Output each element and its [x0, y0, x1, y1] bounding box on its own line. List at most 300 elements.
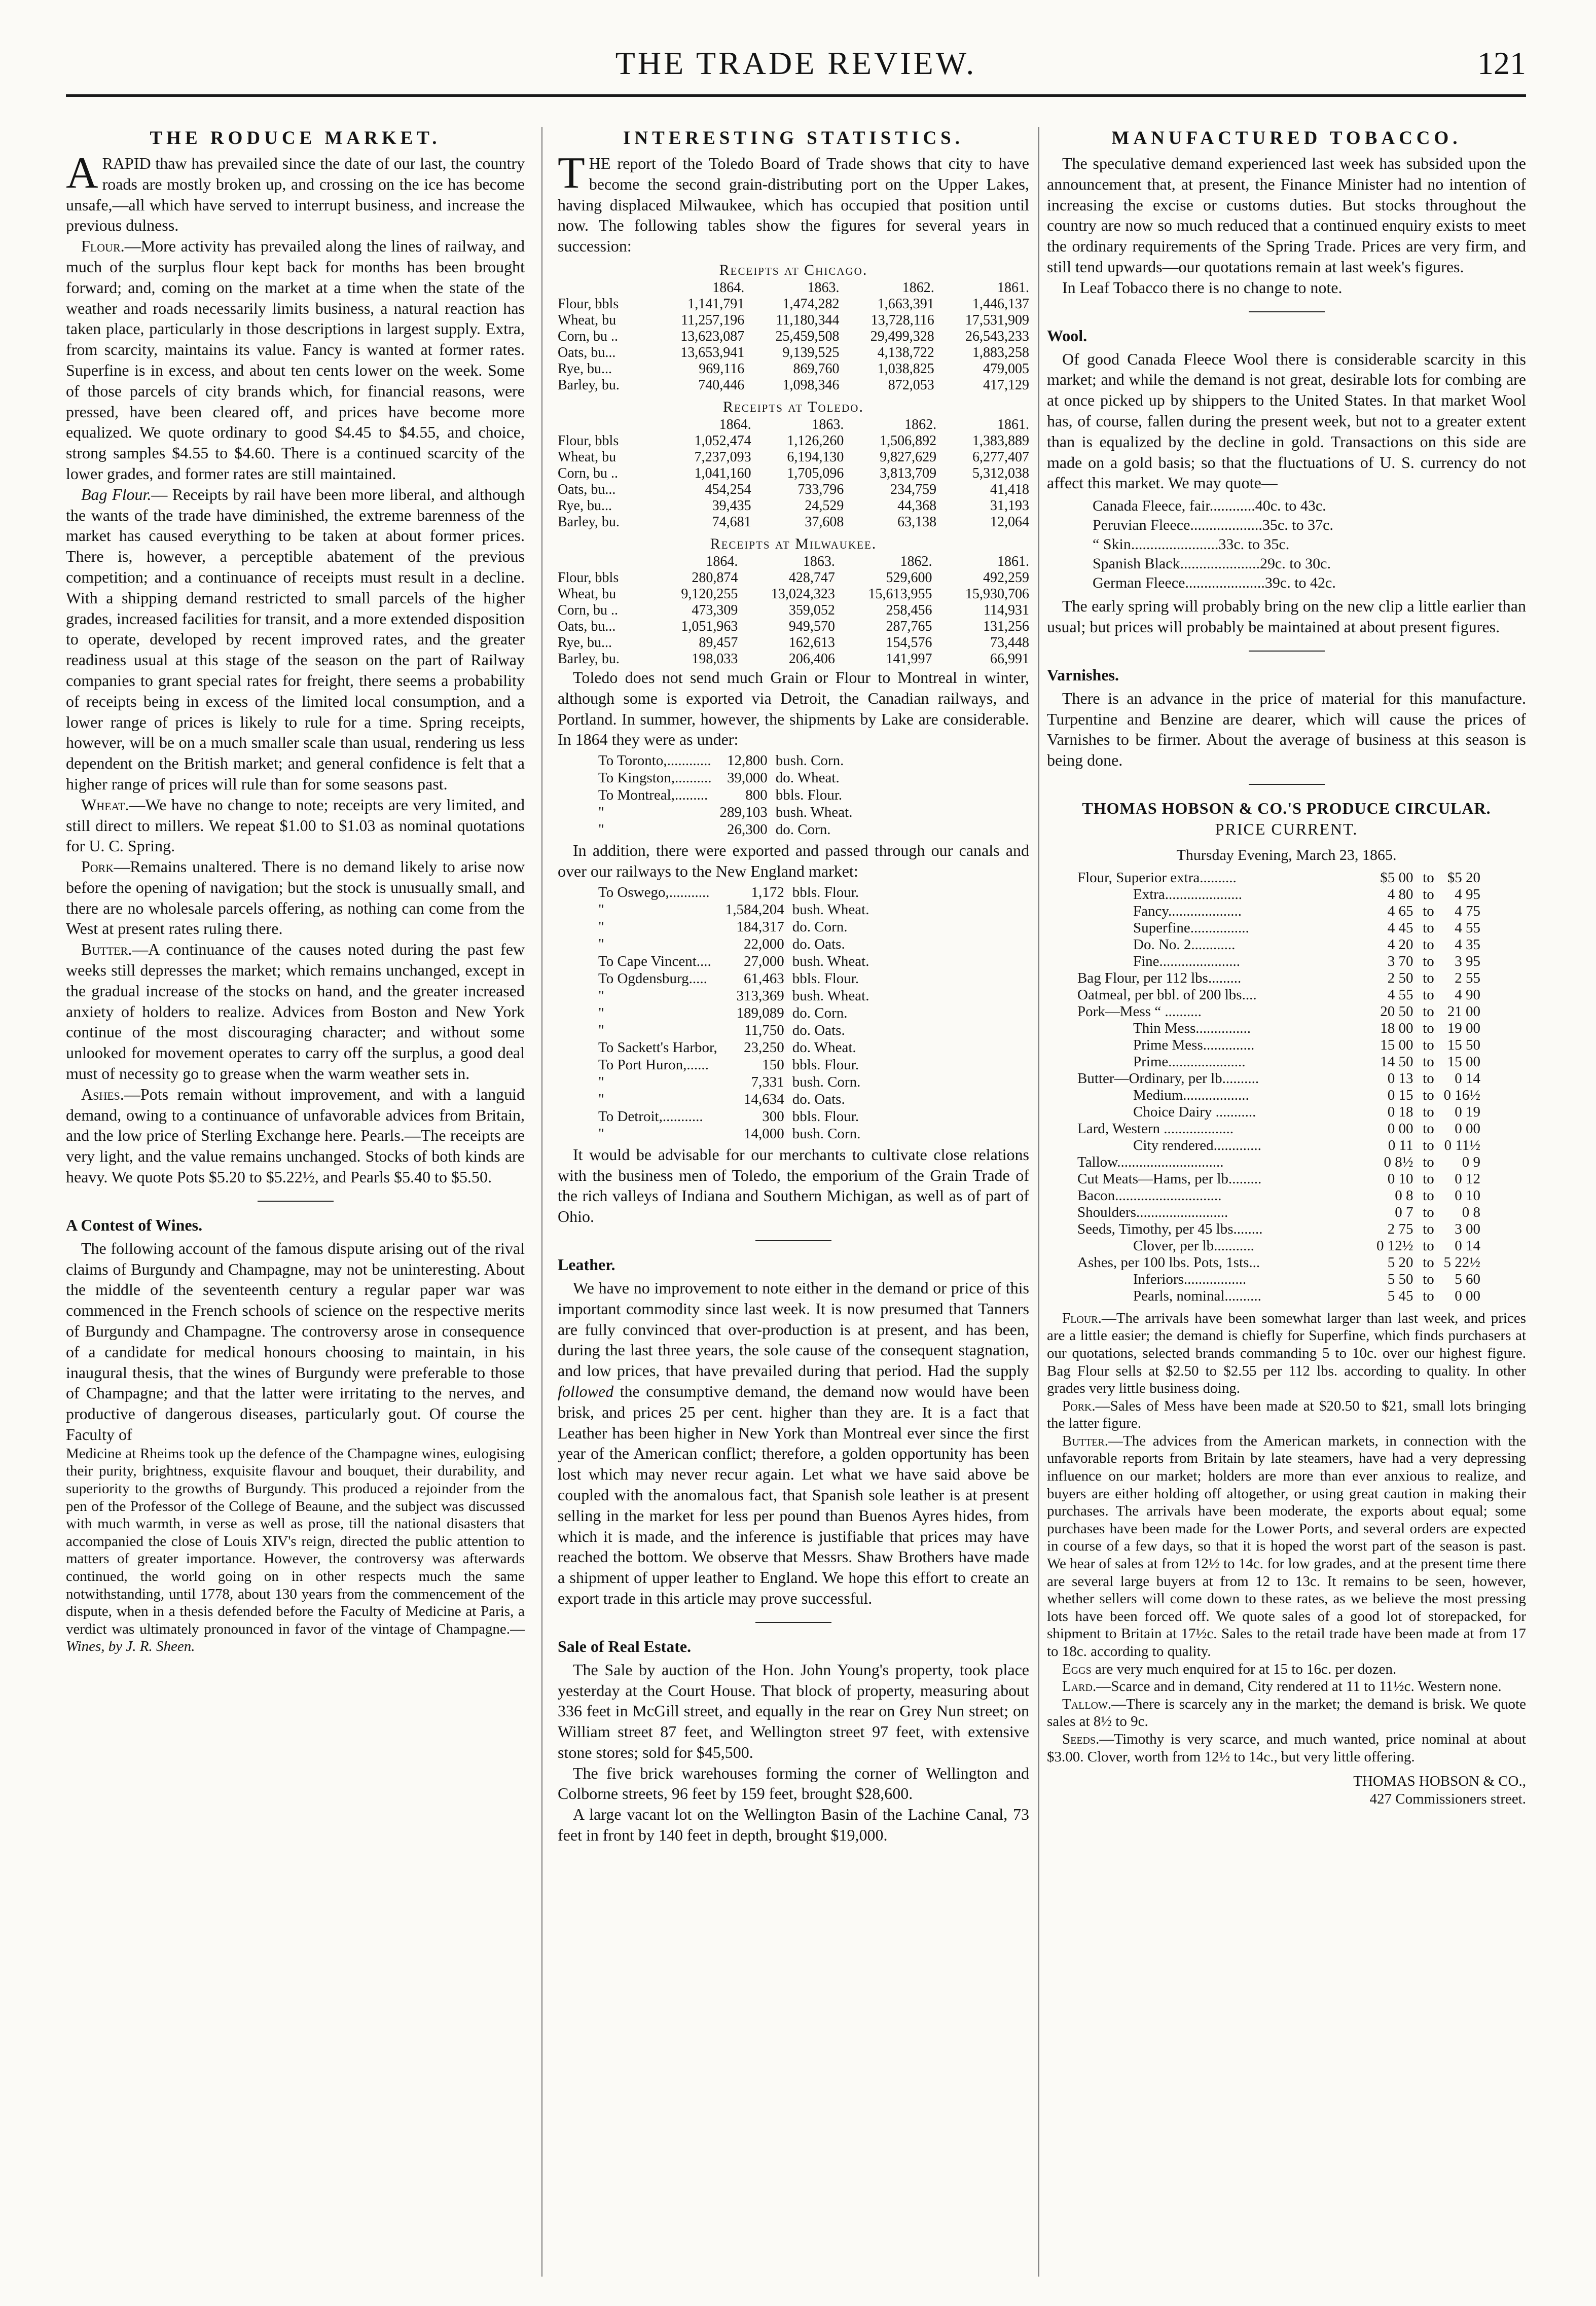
price-to: 21 00	[1447, 1003, 1480, 1020]
year-cell: 1864.	[706, 553, 738, 569]
price-from: 0 8	[1395, 1187, 1413, 1204]
circular-notes	[1047, 1310, 1526, 1808]
drop-cap: A	[66, 149, 98, 198]
value-cell: 63,138	[897, 514, 937, 530]
paragraph-text: the consumptive demand, the demand now would have been brisk, and prices 25 per cent. higher than they are. It is a fact that Leather has been higher in New York than Montreal ever since the first year of the American conflict; therefore, a golden opportunity has been lost which may never recur again. Let what we have said above be coupled with the anomalous fact, that Spanish sole leather is at present selling in the market for less per pound than Buenos Ayres hides, from which it is made, and the inference is justifiable that prices may have reached the bottom. We observe that Messrs. Shaw Brothers have made a shipment of upper leather to England. We hope this effort to create an export trade in this article may prove successful.	[558, 1382, 1029, 1607]
value-cell: 1,506,892	[880, 433, 937, 449]
shipment-destination: "	[598, 1004, 604, 1021]
value-cell: 280,874	[692, 569, 738, 586]
price-to: $5 20	[1447, 869, 1480, 886]
value-cell: 1,038,825	[877, 361, 934, 377]
column-3	[1047, 127, 1526, 2277]
italic-word: followed	[558, 1382, 614, 1400]
row-label: Corn, bu ..	[558, 602, 618, 618]
section-rule	[258, 1201, 334, 1202]
table-row	[558, 361, 1029, 377]
price-from: 0 12½	[1376, 1237, 1413, 1254]
c-pork	[1047, 1397, 1526, 1432]
price-label: Bacon.............................	[1077, 1187, 1222, 1204]
value-cell: 13,623,087	[680, 328, 745, 344]
price-label: Pearls, nominal..........	[1133, 1287, 1261, 1304]
shipment-description: bush. Wheat.	[792, 901, 869, 918]
price-from: 5 45	[1387, 1287, 1413, 1304]
value-cell: 1,126,260	[787, 433, 844, 449]
price-from: 20 50	[1380, 1003, 1413, 1020]
price-to: 3 95	[1455, 953, 1480, 969]
run-in-head: Butter.	[1062, 1432, 1109, 1449]
paragraph-text: —Timothy is very scarce, and much wanted, price nominal at about $3.00. Clover, worth from 12½ to 14c., but very little offering.	[1047, 1731, 1526, 1765]
price-row	[1077, 1070, 1480, 1087]
value-cell: 1,052,474	[694, 433, 751, 449]
receipts-tables	[558, 261, 1029, 667]
value-cell: 258,456	[886, 602, 932, 618]
year-row	[558, 280, 1029, 296]
shipment-destination: "	[598, 918, 604, 935]
price-from: 4 65	[1387, 903, 1413, 919]
run-in-head: Pork	[81, 857, 114, 876]
price-from: 2 75	[1387, 1220, 1413, 1237]
section-rule	[755, 1240, 831, 1241]
value-cell: 131,256	[983, 618, 1029, 634]
row-label-blank	[558, 554, 651, 570]
price-label: Oatmeal, per bbl. of 200 lbs....	[1077, 986, 1257, 1003]
shipment-quantity: 14,634	[744, 1091, 784, 1107]
price-from: 0 8½	[1384, 1154, 1413, 1170]
tobacco-paragraph-2: In Leaf Tobacco there is no change to note.	[1062, 278, 1343, 297]
wines-credit: Wines, by J. R. Sheen.	[66, 1638, 195, 1655]
value-cell: 39,435	[712, 497, 751, 514]
value-cell: 1,663,391	[877, 296, 934, 312]
value-cell: 1,141,791	[687, 296, 745, 312]
price-row	[1077, 1221, 1480, 1238]
price-to: 0 11½	[1444, 1137, 1480, 1154]
shipment-row	[598, 901, 877, 918]
row-label: Oats, bu...	[558, 344, 616, 361]
price-from: 0 10	[1387, 1170, 1413, 1187]
table-row	[558, 651, 1029, 667]
price-row	[1077, 1137, 1480, 1154]
value-cell: 359,052	[788, 602, 835, 618]
paragraph-text: —Scarce and in demand, City rendered at 11 to 11½c. Western none.	[1096, 1678, 1502, 1695]
price-from: 3 70	[1387, 953, 1413, 969]
shipment-destination: To Cape Vincent....	[598, 953, 711, 969]
price-to: 0 16½	[1443, 1087, 1480, 1103]
value-cell: 473,309	[692, 602, 738, 618]
drop-cap: T	[558, 149, 585, 198]
run-in-head: Flour.	[81, 237, 125, 256]
value-cell: 114,931	[984, 602, 1029, 618]
price-to-word: to	[1423, 986, 1434, 1003]
shipment-row	[598, 1073, 877, 1091]
price-to: 5 22½	[1443, 1254, 1480, 1271]
shipments-table-1	[598, 752, 860, 838]
value-cell: 454,254	[705, 481, 751, 497]
year-cell: 1864.	[712, 279, 745, 296]
price-to: 0 00	[1455, 1120, 1480, 1137]
run-in-head: Wheat.	[81, 795, 129, 814]
value-cell: 529,600	[886, 569, 932, 586]
wheat-paragraph	[66, 795, 525, 856]
price-from: 15 00	[1380, 1036, 1413, 1053]
wool-paragraph-2: The early spring will probably bring on the new clip a little earlier than usual; but prices will probably be maintained at about present figures.	[1047, 597, 1526, 636]
shipment-quantity: 189,089	[736, 1004, 784, 1021]
value-cell: 969,116	[699, 361, 745, 377]
price-row	[1077, 1288, 1480, 1305]
table-row	[558, 602, 1029, 619]
price-to: 0 8	[1462, 1204, 1480, 1220]
price-from: 18 00	[1380, 1020, 1413, 1036]
shipment-row	[598, 1108, 877, 1125]
price-to-word: to	[1423, 1237, 1434, 1254]
row-label: Wheat, bu	[558, 586, 616, 602]
row-label-blank	[558, 280, 649, 296]
price-to: 19 00	[1447, 1020, 1480, 1036]
price-to: 4 35	[1455, 936, 1480, 953]
masthead	[66, 41, 1526, 96]
value-cell: 15,930,706	[965, 586, 1029, 602]
shipment-quantity: 1,172	[751, 884, 784, 900]
shipment-destination: To Kingston,..........	[598, 770, 712, 786]
value-cell: 1,474,282	[782, 296, 840, 312]
value-cell: 1,883,258	[972, 344, 1029, 361]
price-current-table	[1077, 870, 1480, 1305]
shipment-destination: "	[598, 1073, 604, 1090]
paragraph-text: HE report of the Toledo Board of Trade shows that city to have become the second grain-distributing port on the Upper Lakes, having displaced Milwaukee, which has occupied that position until now. The following tables show the figures for several years in succession:	[558, 154, 1029, 256]
run-in-head: Ashes.	[81, 1085, 124, 1103]
advisable-paragraph: It would be advisable for our merchants to cultivate close relations with the business men of Toledo, the emporium of the Grain Trade of the rich valleys of Indiana and Southern Michigan, as well as of part of Ohio.	[558, 1145, 1029, 1226]
value-cell: 872,053	[888, 377, 934, 393]
price-to: 3 00	[1455, 1220, 1480, 1237]
price-row	[1077, 970, 1480, 987]
shipment-description: bush. Corn.	[792, 1125, 861, 1142]
table-row	[558, 498, 1029, 514]
year-cell: 1862.	[902, 279, 934, 296]
value-cell: 13,653,941	[680, 344, 745, 361]
wool-quotes	[1093, 496, 1526, 593]
run-in-head: Lard.	[1062, 1678, 1097, 1695]
value-cell: 3,813,709	[880, 465, 937, 481]
row-label: Rye, bu...	[558, 361, 612, 377]
value-cell: 29,499,328	[870, 328, 934, 344]
value-cell: 74,681	[712, 514, 751, 530]
price-to-word: to	[1423, 1053, 1434, 1070]
c-eggs	[1047, 1661, 1526, 1678]
price-label: Do. No. 2............	[1133, 936, 1236, 953]
price-to-word: to	[1423, 969, 1434, 986]
value-cell: 9,827,629	[880, 449, 937, 465]
price-from: 0 18	[1387, 1103, 1413, 1120]
price-row	[1077, 1238, 1480, 1254]
row-label: Rye, bu...	[558, 634, 612, 651]
shipment-quantity: 39,000	[727, 770, 768, 786]
shipment-row	[598, 769, 860, 786]
value-cell: 73,448	[990, 634, 1029, 651]
price-label: Clover, per lb...........	[1133, 1237, 1254, 1254]
c-butter	[1047, 1432, 1526, 1661]
value-cell: 6,194,130	[787, 449, 844, 465]
signoff-address: 427 Commissioners street.	[1369, 1790, 1526, 1807]
price-label: Prime Mess..............	[1133, 1036, 1255, 1053]
shipment-destination: "	[598, 901, 604, 918]
value-cell: 41,418	[990, 481, 1029, 497]
value-cell: 162,613	[788, 634, 835, 651]
price-to: 0 14	[1455, 1237, 1480, 1254]
price-label: Thin Mess...............	[1133, 1020, 1251, 1036]
shipment-description: do. Wheat.	[775, 770, 840, 786]
produce-market-heading: THE RODUCE MARKET.	[150, 128, 441, 149]
price-from: 2 50	[1387, 969, 1413, 986]
value-cell: 1,041,160	[694, 465, 751, 481]
circular-subtitle: PRICE CURRENT.	[1215, 819, 1358, 838]
price-from: 0 13	[1387, 1070, 1413, 1087]
price-label: Tallow.............................	[1077, 1154, 1224, 1170]
receipts-table-title: Receipts at Chicago.	[719, 261, 868, 278]
circular-date: Thursday Evening, March 23, 1865.	[1176, 846, 1397, 863]
price-row	[1077, 903, 1480, 920]
table-row	[558, 586, 1029, 602]
price-to-word: to	[1423, 1087, 1434, 1103]
shipment-description: bbls. Flour.	[792, 884, 859, 900]
shipment-row	[598, 1056, 877, 1073]
price-row	[1077, 1171, 1480, 1187]
signoff-name: THOMAS HOBSON & CO.,	[1353, 1773, 1526, 1790]
shipment-description: bbls. Flour.	[792, 970, 859, 987]
shipment-description: do. Corn.	[775, 821, 831, 838]
produce-intro	[66, 149, 525, 236]
price-to-word: to	[1423, 1170, 1434, 1187]
price-label: Seeds, Timothy, per 45 lbs........	[1077, 1220, 1263, 1237]
year-cell: 1861.	[997, 279, 1029, 296]
price-to-word: to	[1423, 869, 1434, 886]
shipment-description: bush. Wheat.	[792, 987, 869, 1004]
run-in-head: Flour.	[1062, 1310, 1102, 1326]
price-row	[1077, 1087, 1480, 1104]
price-label: Superfine................	[1133, 919, 1249, 936]
price-label: Inferiors.................	[1133, 1271, 1247, 1287]
shipment-row	[598, 821, 860, 838]
shipment-quantity: 14,000	[744, 1125, 784, 1142]
shipment-quantity: 26,300	[727, 821, 768, 838]
price-row	[1077, 920, 1480, 936]
price-to-word: to	[1423, 1020, 1434, 1036]
price-to-word: to	[1423, 903, 1434, 919]
paragraph-text: —A continuance of the causes noted during the past few weeks still depresses the market; which remains unchanged, except in the gradual increase of the stocks on hand, and the greater increased anxiety of holders to realize. Advices from Boston and New York continue of the most discouraging character; and without some unlooked for movement operates to carry off the surplus, a good deal must of necessity go to grease when the warm weather sets in.	[66, 940, 525, 1083]
table-row	[558, 465, 1029, 482]
shipment-row	[598, 752, 860, 769]
shipment-quantity: 289,103	[719, 804, 768, 821]
statistics-intro	[558, 149, 1029, 257]
value-cell: 9,120,255	[681, 586, 738, 602]
price-from: 4 45	[1387, 919, 1413, 936]
row-label: Barley, bu.	[558, 377, 620, 393]
shipment-quantity: 27,000	[744, 953, 784, 969]
price-to-word: to	[1423, 1103, 1434, 1120]
value-cell: 733,796	[797, 481, 844, 497]
year-row	[558, 554, 1029, 570]
price-label: Bag Flour, per 112 lbs.........	[1077, 969, 1242, 986]
shipment-quantity: 23,250	[744, 1039, 784, 1056]
value-cell: 869,760	[793, 361, 840, 377]
value-cell: 9,139,525	[782, 344, 840, 361]
price-to-word: to	[1423, 936, 1434, 953]
toledo-paragraph: Toledo does not send much Grain or Flour to Montreal in winter, although some is exported via Detroit, the Canadian railways, and Portland. In summer, however, the shipments by Lake are considerable. In 1864 they were as under:	[558, 668, 1029, 749]
price-to: 15 50	[1447, 1036, 1480, 1053]
paragraph-text: —Remains unaltered. There is no demand likely to arise now before the opening of navigation; but the stock is unusually small, and there are no wholesale parcels offering, as nothing can come from the West at present rates ruling there.	[66, 857, 525, 938]
shipment-row	[598, 786, 860, 804]
price-from: 4 80	[1387, 886, 1413, 903]
price-to: 5 60	[1455, 1271, 1480, 1287]
shipment-description: bbls. Flour.	[792, 1056, 859, 1073]
row-label: Wheat, bu	[558, 312, 616, 328]
shipment-destination: To Toronto,............	[598, 752, 711, 769]
year-cell: 1862.	[904, 416, 937, 433]
shipment-row	[598, 935, 877, 953]
shipment-row	[598, 953, 877, 970]
price-label: City rendered.............	[1133, 1137, 1261, 1154]
page-number: 121	[1477, 45, 1526, 81]
value-cell: 26,543,233	[965, 328, 1029, 344]
addition-paragraph: In addition, there were exported and passed through our canals and over our railways to the New England market:	[558, 841, 1029, 880]
statistics-heading: INTERESTING STATISTICS.	[623, 128, 964, 149]
price-row	[1077, 953, 1480, 970]
shipment-quantity: 12,800	[727, 752, 768, 769]
shipment-description: do. Oats.	[792, 935, 845, 952]
shipment-description: do. Wheat.	[792, 1039, 856, 1056]
shipment-quantity: 61,463	[744, 970, 784, 987]
price-from: 0 7	[1395, 1204, 1413, 1220]
shipment-destination: To Port Huron,......	[598, 1056, 709, 1073]
row-label: Barley, bu.	[558, 514, 620, 530]
price-to-word: to	[1423, 1036, 1434, 1053]
shipment-description: bbls. Flour.	[792, 1108, 859, 1125]
shipment-description: do. Corn.	[792, 1004, 848, 1021]
value-cell: 1,051,963	[681, 618, 738, 634]
column-divider	[1038, 127, 1039, 2277]
shipment-description: bbls. Flour.	[775, 787, 843, 804]
price-row	[1077, 1154, 1480, 1171]
price-from: $5 00	[1380, 869, 1413, 886]
receipts-table	[558, 417, 1029, 530]
run-in-head: Bag Flour.	[81, 485, 152, 503]
paragraph-text: —The advices from the American markets, in connection with the unfavorable reports from Britain by late steamers, have had a very depressing influence on our market; holders are more than ever anxious to realize, and buyers are either holding off altogether, or using great caution in making their purchases. The arrivals have been moderate, the exports about equal; some purchases have been made for the Lower Ports, and several orders are expected in course of a few days, so that it is hoped the worst part of the season is past. We hear of sales at from 12½ to 14c. for low grades, and at the present time there are several large buyers at from 12 to 13c. It remains to be seen, however, whether sellers will come down to these rates, as we believe the most pressing lots have been forced off. We quote sales of a good lot of storepacked, for shipment to Britain at 17½c. Sales to the retail trade have been made at from 17 to 18c. according to quality.	[1047, 1432, 1526, 1660]
paragraph-text: —The arrivals have been somewhat larger than last week, and prices are a little easier; the demand is chiefly for Superfine, which finds purchasers at our quotations, selected brands commanding 5 to 10c. over our highest figure. Bag Flour sells at $2.50 to $2.55 per 112 lbs. according to quality. In other grades very little business doing.	[1047, 1310, 1526, 1397]
table-row	[558, 433, 1029, 449]
price-row	[1077, 1187, 1480, 1204]
shipment-quantity: 800	[745, 787, 768, 804]
wool-heading: Wool.	[1047, 326, 1087, 345]
section-rule	[1249, 311, 1325, 312]
paragraph-text: —Sales of Mess have been made at $20.50 to $21, small lots bringing the latter figure.	[1047, 1397, 1526, 1432]
shipment-destination: To Ogdensburg.....	[598, 970, 707, 987]
run-in-head: Tallow.	[1062, 1696, 1112, 1712]
table-row	[558, 377, 1029, 393]
price-label: Prime.....................	[1133, 1053, 1246, 1070]
circular-title: THOMAS HOBSON & CO.'S PRODUCE CIRCULAR.	[1082, 799, 1491, 817]
year-cell: 1861.	[997, 416, 1029, 433]
paragraph-text: Medicine at Rheims took up the defence of the Champagne wines, eulogising their purity, brightness, exquisite flavour and bouquet, their durability, and superiority to the growths of Burgundy. This produced a rejoinder from the pen of the Professor of the College of Beaune, and the subject was discussed with much warmth, in verse as well as prose, till the national disasters that accompanied the close of Louis XIV's reign, directed the public attention to matters of greater importance. However, the controversy was afterwards continued, the world going on in other respects much the same notwithstanding, until 1778, about 130 years from the commencement of the dispute, when in a thesis defended before the Faculty of Medicine at Paris, a verdict was ultimately pronounced in favor of the vintage of Champagne.—	[66, 1445, 525, 1637]
price-to: 15 00	[1447, 1053, 1480, 1070]
section-rule	[1249, 651, 1325, 652]
price-to-word: to	[1423, 1254, 1434, 1271]
price-row	[1077, 1104, 1480, 1121]
value-cell: 428,747	[788, 569, 835, 586]
c-lard	[1047, 1678, 1526, 1696]
year-cell: 1863.	[803, 553, 835, 569]
row-label: Oats, bu...	[558, 481, 616, 497]
price-to-word: to	[1423, 1271, 1434, 1287]
table-row	[558, 449, 1029, 465]
shipment-destination: "	[598, 1091, 604, 1107]
price-to: 2 55	[1455, 969, 1480, 986]
row-label: Flour, bbls	[558, 569, 619, 586]
price-row	[1077, 870, 1480, 886]
paragraph-text: are very much enquired for at 15 to 16c. per dozen.	[1095, 1661, 1397, 1677]
price-to-word: to	[1423, 1003, 1434, 1020]
estate-paragraph-2: The five brick warehouses forming the corner of Wellington and Colborne streets, 96 feet by 159 feet, brought $28,600.	[558, 1763, 1029, 1803]
table-row	[558, 296, 1029, 312]
c-seeds	[1047, 1731, 1526, 1765]
receipts-table-title: Receipts at Milwaukee.	[710, 535, 877, 552]
paragraph-text: — Receipts by rail have been more liberal, and although the wants of the trade have diminished, the extreme barenness of the market has caused everything to be taken at about former prices. There is, however, a perceptible abatement of the previous competition; and a continuance of receipts must result in a decline. With a shipping demand restricted to small parcels of the higher grades, increased facilities for transit, and a more extended disposition to operate, developed by recent improved rates, and the greater readiness usual at this stage of the season on the part of Railway companies to grant special rates for freight, there seems a probability of receipts being in excess of the limited local consumption, and a lower range of prices is likely to rule for a time. Spring receipts, however, will be on a much smaller scale than usual, rendering us less dependent on the British market; and general confidence is felt that a higher range of prices will rule than for some seasons past.	[66, 485, 525, 793]
price-row	[1077, 886, 1480, 903]
price-row	[1077, 1020, 1480, 1037]
shipment-quantity: 150	[762, 1056, 784, 1073]
price-from: 0 00	[1387, 1120, 1413, 1137]
price-to-word: to	[1423, 1220, 1434, 1237]
shipment-destination: "	[598, 804, 604, 821]
shipment-row	[598, 1091, 877, 1108]
year-cell: 1864.	[719, 416, 751, 433]
price-from: 0 11	[1388, 1137, 1413, 1154]
paragraph-text: —More activity has prevailed along the lines of railway, and much of the surplus flour kept back for months has been brought forward; and, coming on the market at a time when the state of the weather and roads necessarily limits business, a natural reaction has taken place, particularly in those descriptions in largest supply. Extra, from scarcity, maintains its value. Fancy is wanted at former rates. Superfine is in excess, and about ten cents lower on the week. Some of those parcels of city brands which, for financial reasons, were pressed, have been cleared off, and prices have become more equalized. We quote ordinary to good $4.45 to $4.55, and choice, strong samples $4.55 to $4.60. There is a continued scarcity of the lower grades, and former rates are still maintained.	[66, 237, 525, 483]
shipment-destination: To Detroit,...........	[598, 1108, 703, 1125]
column-1	[66, 127, 525, 2277]
price-to: 0 00	[1455, 1287, 1480, 1304]
shipment-destination: "	[598, 987, 604, 1004]
paragraph-text: —There is scarcely any in the market; the demand is brisk. We quote sales at 8½ to 9c.	[1047, 1696, 1526, 1730]
shipment-description: bush. Wheat.	[775, 804, 853, 821]
paragraph-text: We have no improvement to note either in the demand or price of this important commodity since last week. It is now presumed that Tanners are fully convinced that over-production is at present, and has been, during the last three years, the sole cause of the consequent stagnation, and low prices, that have prevailed during that period. Had the supply	[558, 1278, 1029, 1380]
shipment-quantity: 22,000	[744, 935, 784, 952]
estate-paragraph-3: A large vacant lot on the Wellington Basin of the Lachine Canal, 73 feet in front by 140 feet in depth, brought $19,000.	[558, 1805, 1029, 1845]
value-cell: 287,765	[886, 618, 932, 634]
value-cell: 1,098,346	[782, 377, 840, 393]
price-from: 0 15	[1387, 1087, 1413, 1103]
tobacco-heading: MANUFACTURED TOBACCO.	[1111, 128, 1462, 149]
section-rule	[755, 1622, 831, 1623]
year-cell: 1863.	[812, 416, 844, 433]
shipment-row	[598, 1004, 877, 1022]
value-cell: 24,529	[805, 497, 844, 514]
price-label: Lard, Western ...................	[1077, 1120, 1234, 1137]
value-cell: 12,064	[990, 514, 1029, 530]
run-in-head: Butter.	[81, 940, 132, 959]
row-label: Wheat, bu	[558, 449, 616, 465]
run-in-head: Seeds.	[1062, 1731, 1100, 1747]
wines-quoted-paragraph	[66, 1445, 525, 1655]
wool-quote-line: Canada Fleece, fair............40c. to 43c.	[1093, 497, 1326, 515]
value-cell: 13,024,323	[771, 586, 835, 602]
shipment-row	[598, 1022, 877, 1039]
price-row	[1077, 1003, 1480, 1020]
price-label: Choice Dairy ...........	[1133, 1103, 1256, 1120]
wool-quote-line: “ Skin.......................33c. to 35c.	[1093, 536, 1290, 553]
value-cell: 44,368	[897, 497, 937, 514]
price-to-word: to	[1423, 1137, 1434, 1154]
price-to-word: to	[1423, 1120, 1434, 1137]
varnishes-heading: Varnishes.	[1047, 665, 1119, 684]
price-to: 0 10	[1455, 1187, 1480, 1204]
